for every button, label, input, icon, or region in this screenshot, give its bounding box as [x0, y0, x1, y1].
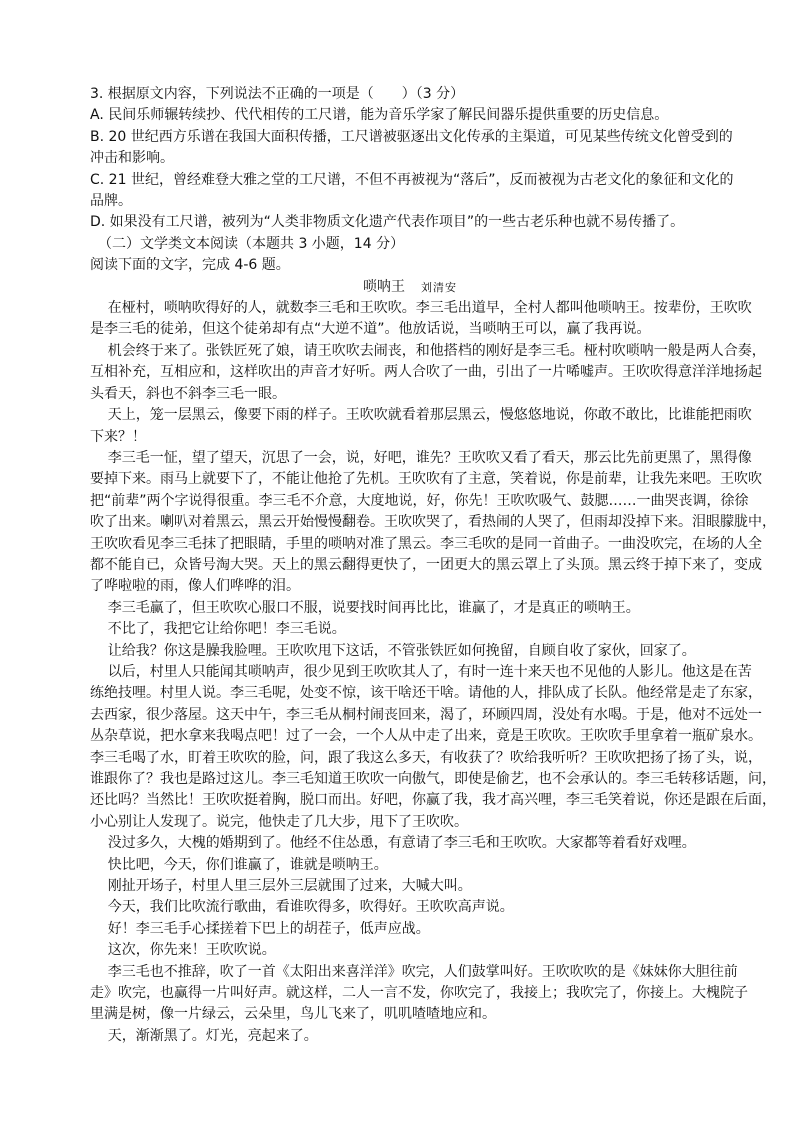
story-line: 互相补充，互相应和，这样吹出的声音才好听。两人合吹了一曲，引出了一片唏嘘声。王吹吹得意洋洋地扬起: [90, 364, 762, 381]
option-c: C. 21 世纪，曾经难登大雅之堂的工尺谱，不但不再被视为“落后”，反而被视为古老文化的象征和文化的: [90, 171, 734, 188]
story-line: 谁跟你了？我也是路过这儿。李三毛知道王吹吹一向傲气，即使是偷艺，也不会承认的。李三毛转移话题，问，: [90, 771, 776, 787]
story-line: 头看天，斜也不斜李三毛一眼。: [90, 385, 286, 402]
option-d: D. 如果没有工尺谱，被列为“人类非物质文化遗产代表作项目”的一些古老乐种也就不易传播了。: [90, 214, 685, 231]
story-line: 天上，笼一层黑云，像要下雨的样子。王吹吹就看着那层黑云，慢悠悠地说，你敢不敢比，比谁能把雨吹: [90, 407, 752, 424]
story-line: 小心别让人发现了。说完，他快走了几大步，甩下了王吹吹。: [90, 813, 468, 830]
story-line: 还比吗？当然比！王吹吹挺着胸，脱口而出。好吧，你赢了我，我才高兴哩，李三毛笑着说，你还是跟在后面，: [90, 792, 776, 809]
story-line: 李三毛赢了，但王吹吹心服口不服，说要找时间再比比，谁赢了，才是真正的唢呐王。: [90, 599, 640, 616]
story-line: 了哗啦啦的雨，像人们哗哗的泪。: [90, 578, 300, 595]
story-body: [90, 298, 776, 1047]
exam-page: [90, 84, 776, 1047]
story-line: 这次，你先来！王吹吹说。: [90, 942, 276, 959]
story-line: 李三毛一怔，望了望天，沉思了一会，说，好吧，谁先？王吹吹又看了看天，那云比先前更黑了，黑得像: [90, 449, 752, 466]
story-line: 吹了出来。喇叭对着黑云，黑云开始慢慢翻卷。王吹吹哭了，看热闹的人哭了，但雨却没掉下来。泪眼朦胧中，: [90, 514, 776, 531]
story-line: 是李三毛的徒弟，但这个徒弟却有点“大逆不道”。他放话说，当唢呐王可以，赢了我再说。: [90, 321, 651, 338]
story-line: 不比了，我把它让给你吧！李三毛说。: [90, 621, 346, 638]
story-line: 天，渐渐黑了。灯光，亮起来了。: [90, 1027, 318, 1044]
story-line: 练绝技哩。村里人说。李三毛呢，处变不惊，该干啥还干啥。请他的人，排队成了长队。他经常是走了东家，: [90, 685, 762, 702]
story-line: 没过多久，大槐的婚期到了。他经不住怂恿，有意请了李三毛和王吹吹。大家都等着看好戏哩。: [90, 835, 696, 852]
story-line: 都不能自已，众皆号淘大哭。天上的黑云翻得更快了，一团更大的黑云罩上了头顶。黑云终于掉下来了，变成: [90, 556, 762, 573]
story-line: 去西家，很少落屋。这天中午，李三毛从桐村闹丧回来，渴了，环顾四周，没处有水喝。于是，他对不远处一: [90, 706, 762, 723]
story-line: 丛杂草说，把水拿来我喝点吧！过了一会，一个人从中走了出来，竟是王吹吹。王吹吹手里拿着一瓶矿泉水。: [90, 728, 762, 745]
story-line: 里满是树，像一片绿云，云朵里，鸟儿飞来了，叽叽喳喳地应和。: [90, 1006, 496, 1023]
story-line: 把“前辈”两个字说得很重。李三毛不介意，大度地说，好，你先！王吹吹吸气、鼓腮……一曲哭丧调，徐徐: [90, 492, 749, 509]
story-title-row: [90, 277, 730, 298]
story-line: 机会终于来了。张铁匠死了娘，请王吹吹去闹丧，和他搭档的刚好是李三毛。桠村吹唢呐一般是两人合奏，: [90, 342, 766, 359]
option-b-continued: 冲击和影响。: [90, 150, 174, 167]
story-line: 今天，我们比吹流行歌曲，看谁吹得多，吹得好。王吹吹高声说。: [90, 899, 514, 916]
story-line: 王吹吹看见李三毛抹了把眼睛，手里的唢呐对准了黑云。李三毛吹的是同一首曲子。一曲没吹完，在场的人全: [90, 535, 762, 552]
story-line: 李三毛也不推辞，吹了一首《太阳出来喜洋洋》吹完，人们鼓掌叫好。王吹吹吹的是《妹妹你大胆往前: [90, 963, 738, 980]
question-3: [90, 84, 734, 234]
story-line: 李三毛喝了水，盯着王吹吹的脸，问，跟了我这么多天，有收获了？吹给我听听？王吹吹把扬了扬了头，说，: [90, 749, 762, 766]
story-line: 要掉下来。雨马上就要下了，不能让他抢了先机。王吹吹有了主意，笑着说，你是前辈，让我先来吧。王吹吹: [90, 471, 762, 488]
option-c-continued: 品牌。: [90, 193, 132, 210]
story-title: 唢呐王: [363, 278, 405, 295]
story-line: 在桠村，唢呐吹得好的人，就数李三毛和王吹吹。李三毛出道早，全村人都叫他唢呐王。按辈份，王吹吹: [90, 300, 752, 317]
option-b: B. 20 世纪西方乐谱在我国大面积传播，工尺谱被驱逐出文化传承的主渠道，可见某些传统文化曾受到的: [90, 128, 733, 145]
section-instruction: 阅读下面的文字，完成 4-6 题。: [90, 257, 290, 274]
section-heading: （二）文学类文本阅读（本题共 3 小题，14 分）: [98, 235, 405, 252]
story-line: 让给我？你这是臊我脸哩。王吹吹甩下这话，不管张铁匠如何挽留，自顾自收了家伙，回家了。: [90, 642, 696, 659]
story-line: 刚扯开场子，村里人里三层外三层就围了过来，大喊大叫。: [90, 878, 472, 895]
story-line: 快比吧，今天，你们谁赢了，谁就是唢呐王。: [90, 856, 388, 873]
option-a: A. 民间乐师辗转续抄、代代相传的工尺谱，能为音乐学家了解民间器乐提供重要的历史信息。: [90, 107, 669, 124]
question-stem: 3. 根据原文内容，下列说法不正确的一项是（ ）（3 分）: [90, 86, 465, 102]
story-author: 刘清安: [421, 280, 457, 294]
story-line: 下来？！: [90, 428, 146, 445]
story-line: 走》吹完，也赢得一片叫好声。就这样，二人一言不发，你吹完了，我接上；我吹完了，你接上。大槐院子: [90, 985, 748, 1002]
story-line: 好！李三毛手心揉搓着下巴上的胡茬子，低声应战。: [90, 920, 430, 937]
story-line: 以后，村里人只能闻其唢呐声，很少见到王吹吹其人了，有时一连十来天也不见他的人影儿。他这是在苦: [90, 663, 752, 680]
